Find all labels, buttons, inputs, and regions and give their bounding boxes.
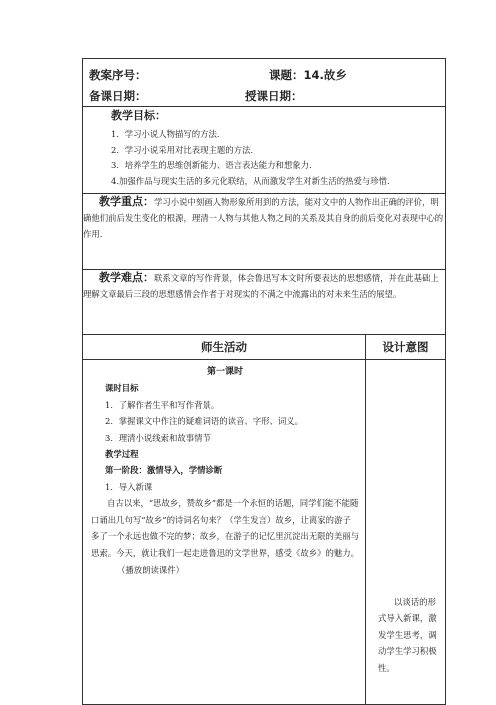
difficulty-text: 联系文章的写作背景，体会鲁迅写本文时所要表达的思想感情，并在此基础上理解文章最后三段的思想感情会作者于对现实的不满之中流露出的对未来生活的展望。 [83,273,439,300]
goal-item: 3．培养学生的思维创新能力、语言表达能力和想象力. [111,160,312,170]
prep-date-label: 备课日期： [89,89,147,103]
key-points-cell [83,194,446,270]
difficulty-cell [83,270,446,335]
goal-item: 2．学习小说采用对比表现主题的方法. [111,144,253,155]
design-intent-text: 以谈话的形式导入新课，激发学生思考，调动学生学习积极性。 [378,597,437,673]
teaching-goals-cell [83,107,446,194]
goal-item: 1．学习小说人物描写的方法. [111,129,220,139]
lesson-plan-table [82,58,446,705]
header-cell [83,59,446,107]
activities-column-header: 师生活动 [83,335,366,360]
topic-label: 课题：14.故乡 [269,68,347,82]
teaching-goals-title: 教学目标： [111,109,166,122]
activities-cell [83,360,366,705]
design-column-header: 设计意图 [366,335,446,360]
difficulty-title: 教学难点： [99,271,154,284]
lesson-seq-label: 教案序号： [89,68,147,82]
teach-date-label: 授课日期： [245,89,303,103]
key-points-text: 学习小说中刻画人物形象所用到的方法，能对文中的人物作出正确的评价，明确他们前后发生变化的根源，理清一人物与其他人物之间的关系及其自身的前后变化对表现中心的作用. [83,197,444,240]
design-intent-cell [366,360,446,705]
goal-item: 4.加强作品与现实生活的多元化联结，从而激发学生对新生活的热爱与珍惜. [111,175,390,186]
playback-note: （播放朗读课件） [117,564,184,575]
first-class-title: 第一课时 [206,367,243,377]
teaching-process-title: 教学过程 [105,449,139,460]
class-objectives-title: 课时目标 [105,383,139,394]
class-objective-item: 2．掌握课文中作注的疑难词语的读音、字形、词义。 [105,416,303,427]
intro-paragraph: 自古以来，“思故乡，赞故乡”都是一个永恒的话题，同学们能不能随口诵出几句写“故乡”的诗词名句来？（学生发言）故乡，让离家的游子多了一个永远也做不完的梦；故乡，在游子的记忆里沉淀出无限的美丽与思索。今天，就让我们一起走进鲁迅的文学世界，感受《故乡》的魅力。 [91,498,359,559]
step-intro-title: 1．导入新课 [105,481,153,492]
key-points-title: 教学重点： [99,195,154,208]
class-objective-item: 3．理清小说线索和故事情节 [105,432,211,443]
stage1-title: 第一阶段：激情导入，学情诊断 [105,465,223,476]
class-objective-item: 1．了解作者生平和写作背景。 [105,399,220,410]
